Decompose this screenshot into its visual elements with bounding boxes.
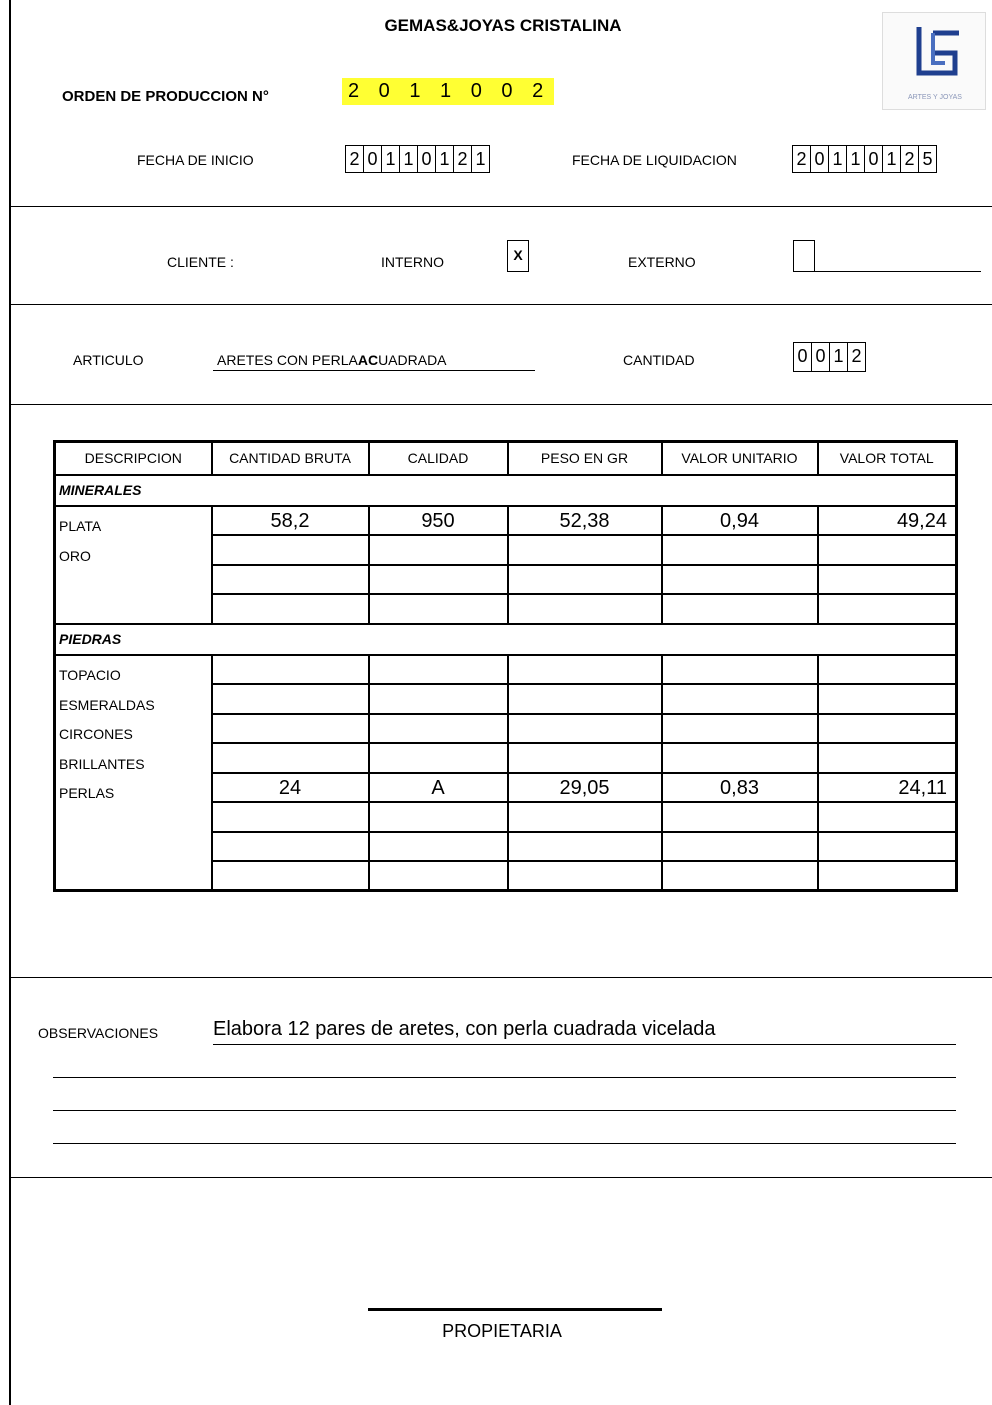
external-line xyxy=(815,271,981,272)
cell-peso[interactable] xyxy=(508,594,662,624)
cell-calidad[interactable] xyxy=(369,714,508,744)
quantity-label: CANTIDAD xyxy=(623,352,695,368)
observations-line xyxy=(213,1044,956,1045)
cell-calidad[interactable] xyxy=(369,743,508,773)
cell-cantidad[interactable] xyxy=(212,743,369,773)
cell-calidad[interactable] xyxy=(369,535,508,565)
cell-cantidad[interactable] xyxy=(212,802,369,832)
row-description xyxy=(55,832,212,862)
cell-cantidad[interactable]: 58,2 xyxy=(212,506,369,536)
table-row xyxy=(55,565,957,595)
digit-box: 2 xyxy=(454,146,472,172)
cell-peso[interactable] xyxy=(508,655,662,685)
digit-box: 2 xyxy=(901,146,919,172)
cell-peso[interactable] xyxy=(508,565,662,595)
row-description: ESMERALDAS xyxy=(55,684,212,714)
cell-unitario[interactable] xyxy=(662,743,818,773)
digit-box: 1 xyxy=(830,343,848,371)
col-header: CANTIDAD BRUTA xyxy=(212,442,369,475)
divider xyxy=(9,977,992,978)
cell-calidad[interactable] xyxy=(369,565,508,595)
digit-box: 2 xyxy=(851,346,862,366)
cell-unitario[interactable] xyxy=(662,832,818,862)
divider xyxy=(9,1177,992,1178)
logo-caption: ARTES Y JOYAS xyxy=(908,94,962,101)
divider xyxy=(9,304,992,305)
row-description xyxy=(55,861,212,891)
cell-unitario[interactable] xyxy=(662,594,818,624)
divider xyxy=(9,404,992,405)
row-description: CIRCONES xyxy=(55,714,212,744)
cell-total[interactable] xyxy=(818,743,957,773)
digit-box: 1 xyxy=(829,146,847,172)
digit-box: 1 xyxy=(400,146,418,172)
digit-box: 0 xyxy=(811,146,829,172)
cell-peso[interactable] xyxy=(508,861,662,891)
table-row xyxy=(55,802,957,832)
row-description: ORO xyxy=(55,535,212,565)
digit-box: 1 xyxy=(436,146,454,172)
observations-text[interactable]: Elabora 12 pares de aretes, con perla cuadrada vicelada xyxy=(213,1018,716,1040)
col-header: VALOR UNITARIO xyxy=(662,442,818,475)
cell-peso[interactable] xyxy=(508,802,662,832)
cell-cantidad[interactable] xyxy=(212,684,369,714)
cell-total[interactable] xyxy=(818,535,957,565)
signature-line xyxy=(368,1308,662,1311)
cell-total[interactable] xyxy=(818,802,957,832)
cell-unitario[interactable] xyxy=(662,802,818,832)
cell-cantidad[interactable] xyxy=(212,861,369,891)
observations-line xyxy=(53,1143,956,1144)
article-value[interactable] xyxy=(213,352,535,371)
cell-peso[interactable] xyxy=(508,743,662,773)
cell-calidad[interactable] xyxy=(369,832,508,862)
row-description xyxy=(55,594,212,624)
internal-checkbox[interactable]: X xyxy=(507,240,529,272)
cell-calidad[interactable]: A xyxy=(369,773,508,803)
cell-peso[interactable]: 52,38 xyxy=(508,506,662,536)
digit-box: 0 xyxy=(865,146,883,172)
cell-calidad[interactable] xyxy=(369,684,508,714)
col-header: PESO EN GR xyxy=(508,442,662,475)
cell-peso[interactable] xyxy=(508,684,662,714)
cell-cantidad[interactable] xyxy=(212,714,369,744)
table-row xyxy=(55,684,957,714)
external-checkbox[interactable] xyxy=(793,240,815,272)
cell-cantidad[interactable] xyxy=(212,594,369,624)
row-description xyxy=(55,802,212,832)
start-date-digits[interactable] xyxy=(345,145,490,173)
observations-line xyxy=(53,1110,956,1111)
cell-calidad[interactable] xyxy=(369,861,508,891)
cell-calidad[interactable] xyxy=(369,655,508,685)
cell-total[interactable]: 24,11 xyxy=(818,773,957,803)
table-row xyxy=(55,832,957,862)
article-value-prefix: ARETES CON PERLA xyxy=(217,352,358,368)
row-description: TOPACIO xyxy=(55,655,212,685)
digit-box: 5 xyxy=(922,149,933,169)
digit-box: 1 xyxy=(847,146,865,172)
cell-total[interactable]: 49,24 xyxy=(818,506,957,536)
cell-unitario[interactable] xyxy=(662,684,818,714)
client-label: CLIENTE : xyxy=(167,254,234,270)
cell-total[interactable] xyxy=(818,684,957,714)
logo-icon xyxy=(883,13,987,111)
signature-label: PROPIETARIA xyxy=(442,1321,562,1341)
cell-calidad[interactable]: 950 xyxy=(369,506,508,536)
digit-box: 1 xyxy=(382,146,400,172)
section-piedras: PIEDRAS xyxy=(55,624,957,655)
cell-total[interactable] xyxy=(818,861,957,891)
cell-peso[interactable] xyxy=(508,832,662,862)
row-description: BRILLANTES xyxy=(55,743,212,773)
digit-box: 2 xyxy=(346,146,364,172)
cell-cantidad[interactable] xyxy=(212,565,369,595)
cell-unitario[interactable]: 0,83 xyxy=(662,773,818,803)
digit-box: 1 xyxy=(883,146,901,172)
internal-label: INTERNO xyxy=(381,254,444,270)
digit-box: 0 xyxy=(418,146,436,172)
settlement-date-label: FECHA DE LIQUIDACION xyxy=(572,152,737,168)
row-description: PLATA xyxy=(55,506,212,536)
materials-table xyxy=(53,440,958,892)
cell-total[interactable] xyxy=(818,655,957,685)
quantity-digits[interactable] xyxy=(793,342,866,372)
col-header: CALIDAD xyxy=(369,442,508,475)
observations-line xyxy=(53,1077,956,1078)
section-row xyxy=(55,624,957,655)
cell-unitario[interactable] xyxy=(662,655,818,685)
article-label: ARTICULO xyxy=(73,352,144,368)
observations-label: OBSERVACIONES xyxy=(38,1025,159,1041)
article-value-suffix: UADRADA xyxy=(378,352,447,368)
digit-box: 0 xyxy=(364,146,382,172)
cell-cantidad[interactable] xyxy=(212,832,369,862)
table-row xyxy=(55,714,957,744)
cell-unitario[interactable] xyxy=(662,535,818,565)
cell-total[interactable] xyxy=(818,565,957,595)
table-row xyxy=(55,655,957,685)
digit-box: 0 xyxy=(812,343,830,371)
table-row xyxy=(55,535,957,565)
company-title: GEMAS&JOYAS CRISTALINA xyxy=(384,16,622,35)
order-label: ORDEN DE PRODUCCION N° xyxy=(62,88,269,105)
col-header: DESCRIPCION xyxy=(55,442,212,475)
cell-calidad[interactable] xyxy=(369,594,508,624)
digit-box: 1 xyxy=(475,149,486,169)
digit-box: 2 xyxy=(793,146,811,172)
cell-total[interactable] xyxy=(818,714,957,744)
order-number: 2 0 1 1 0 0 2 xyxy=(342,78,554,105)
cell-peso[interactable] xyxy=(508,714,662,744)
start-date-label: FECHA DE INICIO xyxy=(137,152,254,168)
cell-cantidad[interactable] xyxy=(212,535,369,565)
settlement-date-digits[interactable] xyxy=(792,145,937,173)
article-value-bold: AC xyxy=(357,352,379,368)
cell-unitario[interactable] xyxy=(662,565,818,595)
table-row xyxy=(55,743,957,773)
cell-peso[interactable] xyxy=(508,535,662,565)
table-row xyxy=(55,773,957,803)
cell-peso[interactable]: 29,05 xyxy=(508,773,662,803)
table-row xyxy=(55,506,957,536)
row-description xyxy=(55,565,212,595)
cell-total[interactable] xyxy=(818,832,957,862)
table-row xyxy=(55,861,957,891)
col-header: VALOR TOTAL xyxy=(818,442,957,475)
row-description: PERLAS xyxy=(55,773,212,803)
cell-unitario[interactable] xyxy=(662,714,818,744)
table-header-row xyxy=(55,442,957,475)
cell-total[interactable] xyxy=(818,594,957,624)
table-row xyxy=(55,594,957,624)
cell-unitario[interactable]: 0,94 xyxy=(662,506,818,536)
digit-box: 0 xyxy=(794,343,812,371)
cell-cantidad[interactable] xyxy=(212,655,369,685)
divider xyxy=(9,206,992,207)
section-minerales: MINERALES xyxy=(55,475,957,506)
company-logo xyxy=(882,12,986,110)
external-label: EXTERNO xyxy=(628,254,696,270)
cell-unitario[interactable] xyxy=(662,861,818,891)
section-row xyxy=(55,475,957,506)
cell-calidad[interactable] xyxy=(369,802,508,832)
cell-cantidad[interactable]: 24 xyxy=(212,773,369,803)
